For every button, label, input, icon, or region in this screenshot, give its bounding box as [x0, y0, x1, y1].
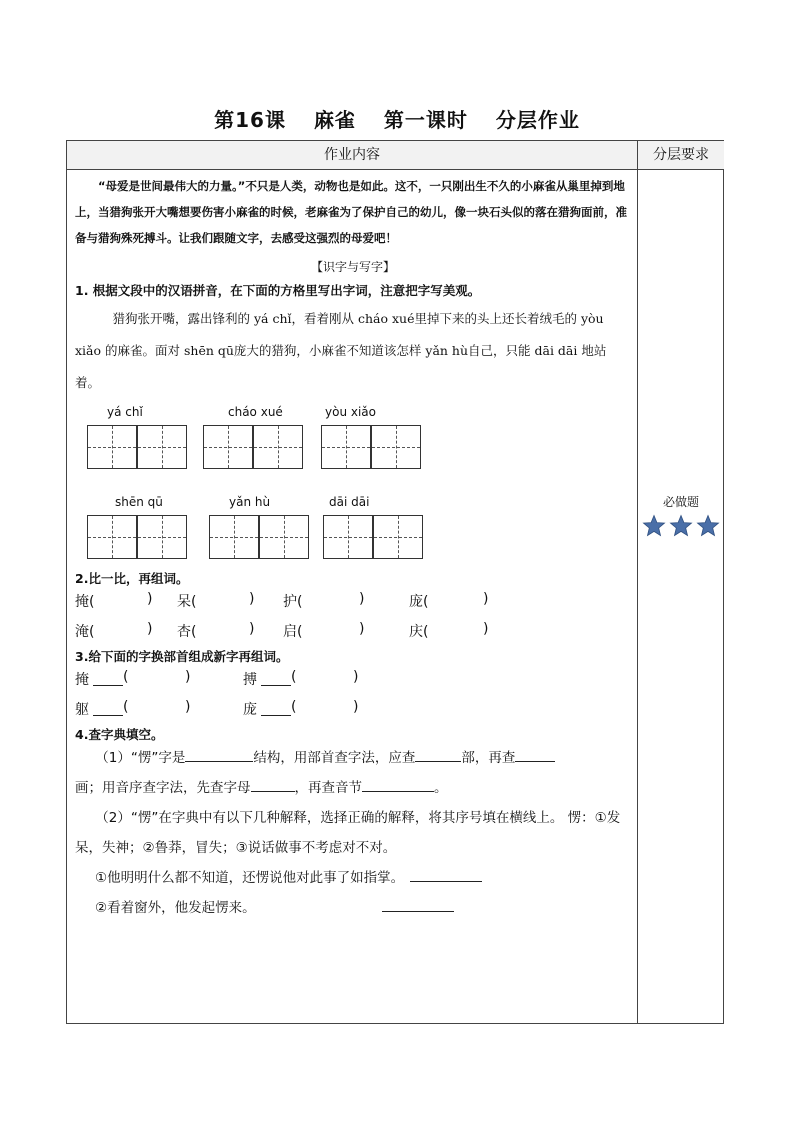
writing-box[interactable]	[321, 425, 371, 469]
writing-box[interactable]	[87, 515, 137, 559]
star-icon	[696, 514, 720, 538]
question-2-title: 2.比一比，再组词。	[75, 571, 189, 586]
star-icon	[669, 514, 693, 538]
question-4-part-1: （1）“愣”字是 结构，用部首查字法，应查 部，再查 画；用音序查字法，先查字母 ，再查音节 。	[75, 743, 631, 803]
compare-row-2: 淹( ) 杏( ) 启( ) 庆( )	[75, 621, 489, 640]
answer-blank[interactable]	[261, 701, 291, 716]
question-4-part-2: （2）“愣”在字典中有以下几种解释，选择正确的解释，将其序号填在横线上。 愣：①发呆，失神；②鲁莽，冒失；③说话做事不考虑对不对。	[75, 810, 621, 856]
answer-blank[interactable]	[185, 747, 253, 762]
answer-blank[interactable]	[515, 747, 555, 762]
homework-content	[75, 173, 631, 923]
writing-box[interactable]	[371, 425, 421, 469]
difficulty-stars	[638, 514, 724, 542]
writing-box[interactable]	[259, 515, 309, 559]
answer-blank[interactable]	[251, 777, 295, 792]
writing-box[interactable]	[87, 425, 137, 469]
homework-table	[66, 140, 724, 1024]
pinyin-label: yǎn hù	[229, 495, 271, 509]
radical-row-2: 躯 ( ) 庞 ( )	[75, 699, 359, 718]
question-4-title: 4.查字典填空。	[75, 727, 164, 742]
radical-row-1: 掩 ( ) 搏 ( )	[75, 669, 359, 688]
star-icon	[642, 514, 666, 538]
answer-blank[interactable]	[93, 671, 123, 686]
writing-box[interactable]	[203, 425, 253, 469]
answer-blank[interactable]	[261, 671, 291, 686]
writing-box[interactable]	[137, 425, 187, 469]
question-1-passage: 猎狗张开嘴，露出锋利的 yá chǐ，看着刚从 cháo xué里掉下来的头上还长着绒毛的 yòu xiǎo 的麻雀。面对 shēn qū庞大的猎狗，小麻雀不知道该怎样 yǎn hù自己，只能 dāi dāi 地站着。	[75, 311, 607, 390]
writing-box[interactable]	[209, 515, 259, 559]
header-content: 作业内容	[67, 141, 637, 169]
question-3-title: 3.给下面的字换部首组成新字再组词。	[75, 649, 289, 664]
writing-box[interactable]	[137, 515, 187, 559]
answer-blank[interactable]	[382, 897, 454, 912]
requirement-label: 必做题	[662, 495, 699, 509]
sentence-2: ②看着窗外，他发起愣来。	[75, 893, 631, 923]
answer-blank[interactable]	[362, 777, 434, 792]
lesson-period: 第一课时	[383, 108, 468, 132]
pinyin-label: cháo xué	[228, 405, 283, 419]
sentence-1: ①他明明什么都不知道，还愣说他对此事了如指掌。	[75, 863, 631, 893]
lesson-name: 麻雀	[313, 108, 356, 132]
answer-blank[interactable]	[415, 747, 461, 762]
writing-box[interactable]	[253, 425, 303, 469]
pinyin-label: yá chǐ	[107, 405, 143, 419]
homework-type: 分层作业	[495, 108, 580, 132]
pinyin-label: dāi dāi	[329, 495, 370, 509]
section-title: 【识字与写字】	[310, 260, 395, 274]
answer-blank[interactable]	[410, 867, 482, 882]
writing-grid	[75, 399, 631, 569]
writing-box[interactable]	[373, 515, 423, 559]
compare-row-1: 掩( ) 呆( ) 护( ) 庞( )	[75, 591, 489, 610]
pinyin-label: yòu xiǎo	[325, 405, 376, 419]
answer-blank[interactable]	[93, 701, 123, 716]
intro-paragraph: “母爱是世间最伟大的力量。”不只是人类，动物也是如此。这不，一只刚出生不久的小麻雀从巢里掉到地上，当猎狗张开大嘴想要伤害小麻雀的时候，老麻雀为了保护自己的幼儿，像一块石头似的落在猎狗面前，准备与猎狗殊死搏斗。让我们跟随文字，去感受这强烈的母爱吧！	[75, 179, 627, 245]
lesson-number: 第16课	[214, 108, 286, 132]
question-1-title: 1. 根据文段中的汉语拼音，在下面的方格里写出字词，注意把字写美观。	[75, 283, 481, 298]
pinyin-label: shēn qū	[115, 495, 163, 509]
header-level: 分层要求	[638, 141, 724, 169]
page-title	[0, 104, 794, 133]
writing-box[interactable]	[323, 515, 373, 559]
